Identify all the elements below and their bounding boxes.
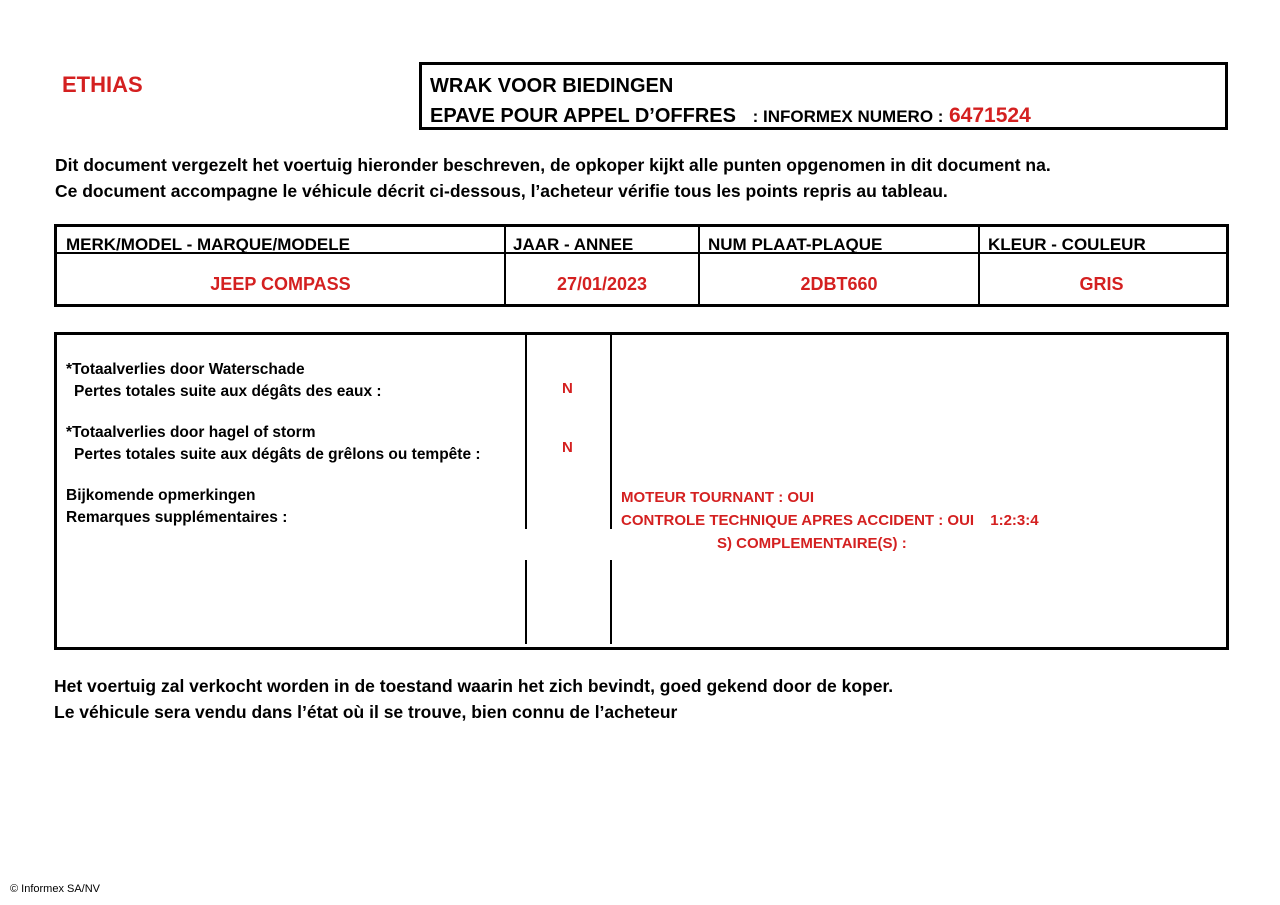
extra-remarks-label-fr: Remarques supplémentaires : bbox=[66, 509, 288, 526]
hail-damage-label-fr: Pertes totales suite aux dégâts de grêlons ou tempête : bbox=[74, 446, 481, 463]
remarks-col-divider bbox=[610, 335, 612, 529]
header-make-model: MERK/MODEL - MARQUE/MODELE bbox=[66, 235, 350, 253]
water-damage-flag: N bbox=[562, 380, 573, 397]
remark-technical-inspection bbox=[621, 512, 1039, 529]
value-make-model: JEEP COMPASS bbox=[210, 274, 351, 294]
title-fr-line bbox=[430, 104, 1031, 128]
remarks-col-divider bbox=[525, 335, 527, 529]
header-color: KLEUR - COULEUR bbox=[988, 235, 1146, 253]
header-plate: NUM PLAAT-PLAQUE bbox=[708, 235, 883, 253]
intro-nl: Dit document vergezelt het voertuig hieronder beschreven, de opkoper kijkt alle punten opgenomen in dit document na. bbox=[55, 155, 1051, 175]
reference-number: 6471524 bbox=[949, 104, 1031, 127]
remark-engine: MOTEUR TOURNANT : OUI bbox=[621, 489, 815, 506]
copyright: © Informex SA/NV bbox=[10, 883, 101, 895]
value-year: 27/01/2023 bbox=[556, 274, 648, 294]
footer-fr: Le véhicule sera vendu dans l’état où il se trouve, bien connu de l’acheteur bbox=[54, 702, 678, 722]
hail-damage-flag: N bbox=[562, 439, 573, 456]
remark-technical-inspection-codes: 1:2:3:4 bbox=[990, 512, 1039, 529]
header-year: JAAR - ANNEE bbox=[513, 235, 634, 253]
remarks-col-divider bbox=[525, 560, 527, 644]
water-damage-label-fr: Pertes totales suite aux dégâts des eaux : bbox=[74, 383, 382, 400]
remark-technical-inspection-text: CONTROLE TECHNIQUE APRES ACCIDENT : OUI bbox=[621, 512, 975, 529]
remark-complementary: S) COMPLEMENTAIRE(S) : bbox=[717, 535, 907, 552]
company-name: ETHIAS bbox=[62, 72, 143, 97]
extra-remarks-label-nl: Bijkomende opmerkingen bbox=[66, 487, 256, 504]
value-plate: 2DBT660 bbox=[800, 274, 878, 294]
title-fr: EPAVE POUR APPEL D’OFFRES bbox=[430, 105, 736, 127]
value-color: GRIS bbox=[1079, 274, 1124, 294]
reference-label: : INFORMEX NUMERO : bbox=[752, 107, 944, 126]
remarks-col-divider bbox=[610, 560, 612, 644]
hail-damage-label-nl: *Totaalverlies door hagel of storm bbox=[66, 424, 316, 441]
water-damage-label-nl: *Totaalverlies door Waterschade bbox=[66, 361, 305, 378]
footer-nl: Het voertuig zal verkocht worden in de toestand waarin het zich bevindt, goed gekend door de koper. bbox=[54, 676, 894, 696]
title-nl: WRAK VOOR BIEDINGEN bbox=[430, 75, 674, 97]
intro-fr: Ce document accompagne le véhicule décrit ci-dessous, l’acheteur vérifie tous les points repris au tableau. bbox=[55, 181, 948, 201]
